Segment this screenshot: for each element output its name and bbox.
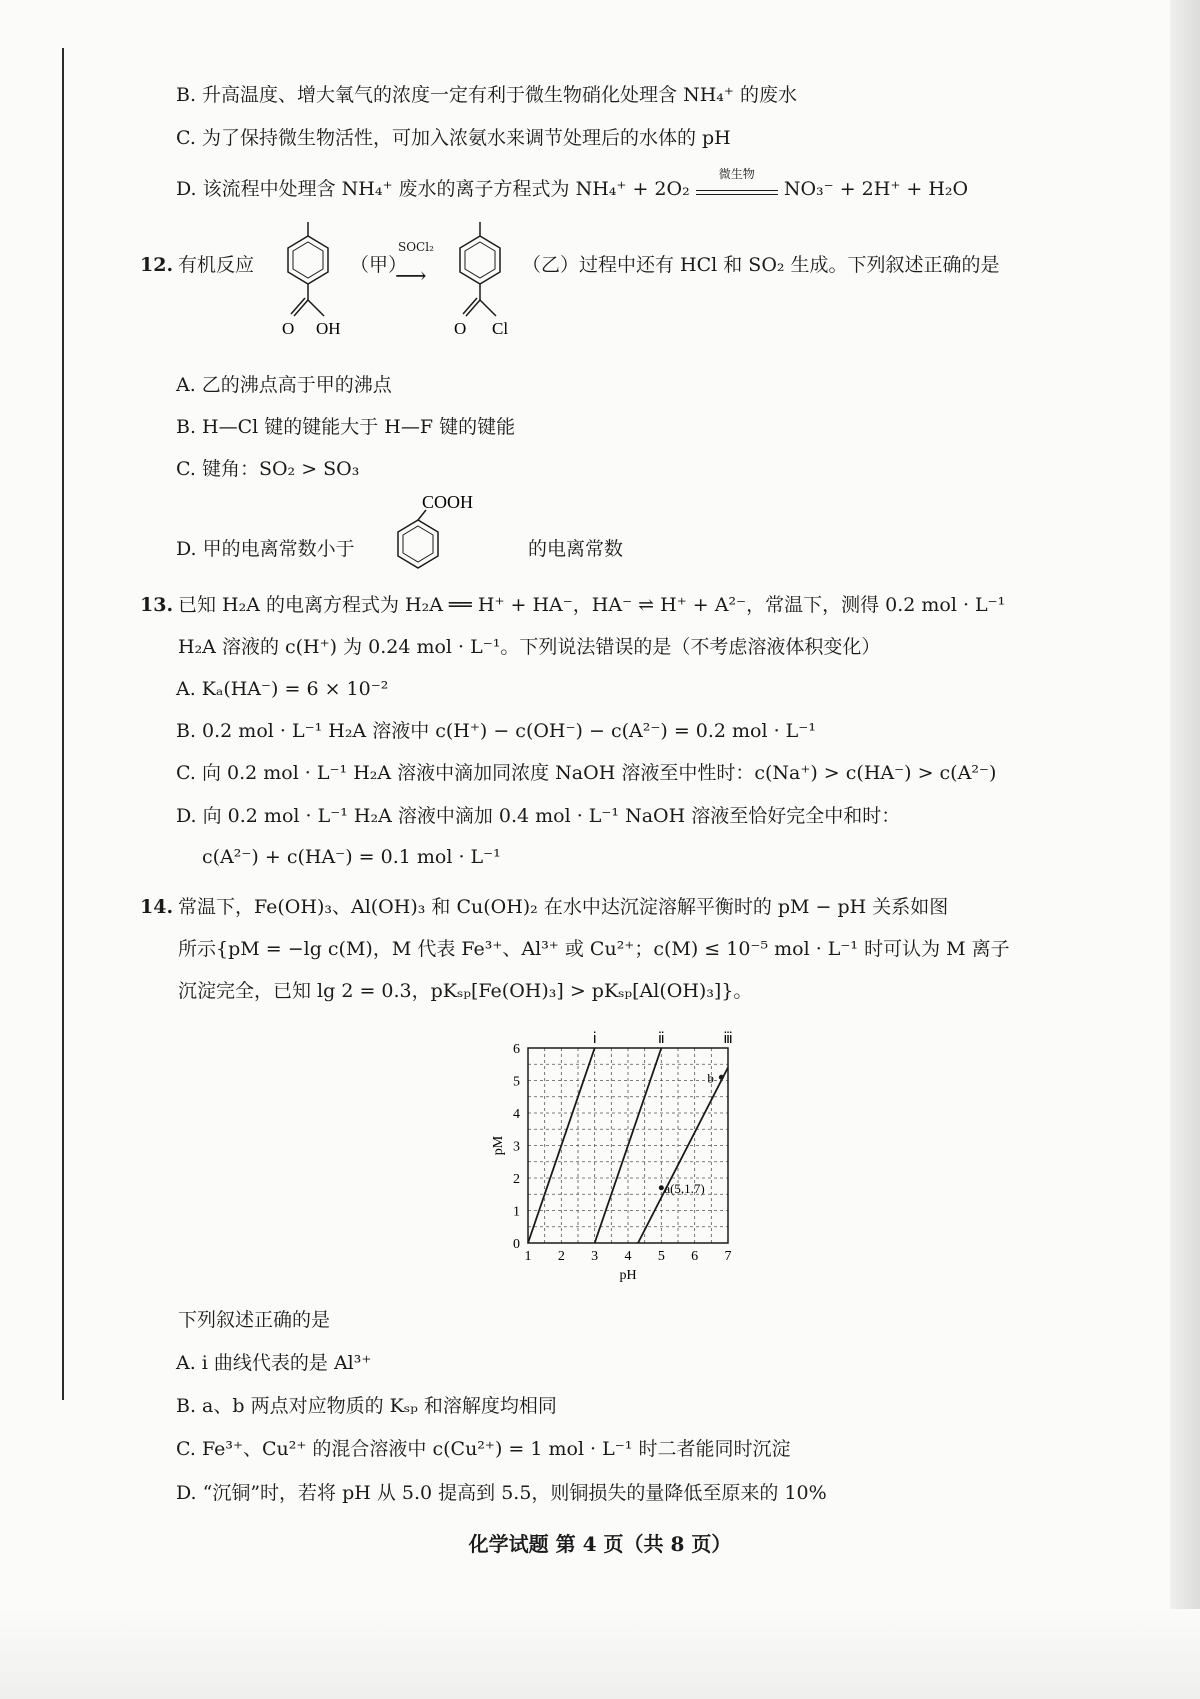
q12-reagent: SOCl₂ [398, 240, 434, 254]
q12-number: 12. [140, 254, 174, 276]
chart-series-label-iii: ⅲ [723, 1031, 733, 1047]
binding-margin-line [62, 48, 64, 1400]
q12-stem-pre: 有机反应 [178, 254, 255, 276]
q11-arrow-label: 微生物 [718, 167, 755, 181]
q12-jia-oh: OH [316, 319, 341, 338]
q13-option-d-line1: D. 向 0.2 mol · L⁻¹ H₂A 溶液中滴加 0.4 mol · L⁻¹ NaOH 溶液至恰好完全中和时： [176, 805, 901, 827]
chart-y-tick-label: 2 [513, 1172, 520, 1187]
page-edge-shadow [1170, 0, 1200, 1699]
q12-option-c: C. 键角：SO₂ > SO₃ [176, 458, 360, 480]
q13-option-a: A. Kₐ(HA⁻) = 6 × 10⁻² [176, 678, 389, 700]
q12-cooh-label: COOH [422, 492, 474, 512]
q14-stem-line1: 常温下，Fe(OH)₃、Al(OH)₃ 和 Cu(OH)₂ 在水中达沉淀溶解平衡时的 pM − pH 关系如图 [178, 896, 949, 918]
q12-label-yi: （乙）过程中还有 HCl 和 SO₂ 生成。下列叙述正确的是 [522, 254, 1000, 276]
chart-x-tick-label: 2 [557, 1249, 565, 1264]
q12-option-d-post: 的电离常数 [528, 538, 624, 560]
chart-x-tick-label: 6 [691, 1249, 699, 1264]
q13-option-c: C. 向 0.2 mol · L⁻¹ H₂A 溶液中滴加同浓度 NaOH 溶液至中性时：c(Na⁺) > c(HA⁻) > c(A²⁻) [176, 762, 997, 784]
q13-option-b: B. 0.2 mol · L⁻¹ H₂A 溶液中 c(H⁺) − c(OH⁻) − c(A²⁻) = 0.2 mol · L⁻¹ [176, 720, 816, 742]
q14-option-a: A. ⅰ 曲线代表的是 Al³⁺ [176, 1352, 372, 1374]
chart-y-tick-label: 6 [513, 1042, 520, 1057]
q13-number: 13. [140, 594, 174, 616]
chart-x-tick-label: 5 [657, 1249, 665, 1264]
q14-number: 14. [140, 896, 174, 918]
q14-pm-ph-chart [488, 1030, 748, 1300]
chart-y-tick-label: 4 [513, 1107, 520, 1122]
q12-option-a: A. 乙的沸点高于甲的沸点 [176, 374, 392, 396]
chart-point-label: b [707, 1070, 714, 1086]
q14-stem-line3: 沉淀完全，已知 lg 2 = 0.3，pKₛₚ[Fe(OH)₃] > pKₛₚ[Al(OH)₃]}。 [178, 980, 753, 1002]
chart-series-line-ii [595, 1048, 662, 1243]
chart-y-tick-label: 3 [513, 1139, 520, 1155]
q14-option-d: D. “沉铜”时，若将 pH 从 5.0 提高到 5.5，则铜损失的量降低至原来的 10% [176, 1482, 827, 1504]
q14-option-c: C. Fe³⁺、Cu²⁺ 的混合溶液中 c(Cu²⁺) = 1 mol · L⁻¹ 时二者能同时沉淀 [176, 1438, 791, 1460]
chart-series-line-iii [638, 1068, 728, 1244]
chart-x-tick-label: 3 [591, 1249, 599, 1264]
chart-x-tick-label: 1 [524, 1249, 532, 1264]
q13-stem-line2: H₂A 溶液的 c(H⁺) 为 0.24 mol · L⁻¹。下列说法错误的是（不考虑溶液体积变化） [178, 636, 881, 658]
q11-option-d-text: D. 该流程中处理含 NH₄⁺ 废水的离子方程式为 NH₄⁺ + 2O₂ [176, 178, 690, 200]
q12-yi-cl: Cl [492, 319, 509, 338]
q12-molecule-jia [280, 222, 350, 342]
page-bottom-shade [0, 1609, 1200, 1699]
chart-x-tick-label: 4 [624, 1249, 632, 1264]
q11-reaction-arrow [696, 167, 778, 195]
q12-yi-o: O [454, 319, 467, 338]
q11-option-d-products: NO₃⁻ + 2H⁺ + H₂O [783, 178, 969, 200]
chart-point [719, 1075, 724, 1080]
q14-prompt: 下列叙述正确的是 [178, 1309, 331, 1331]
q11-option-b: B. 升高温度、增大氧气的浓度一定有利于微生物硝化处理含 NH₄⁺ 的废水 [176, 84, 797, 106]
q12-reaction-arrow: ⟶ [395, 264, 427, 289]
q12-benzoic-acid [386, 490, 496, 572]
q12-jia-o: O [282, 319, 295, 338]
q11-option-c: C. 为了保持微生物活性，可加入浓氨水来调节处理后的水体的 pH [176, 127, 731, 149]
chart-y-axis-label: pM [491, 1135, 506, 1156]
q13-stem-line1: 已知 H₂A 的电离方程式为 H₂A ══ H⁺ + HA⁻，HA⁻ ⇌ H⁺ + A²⁻，常温下，测得 0.2 mol · L⁻¹ [178, 594, 1006, 616]
chart-point [659, 1185, 664, 1190]
chart-y-tick-label: 1 [513, 1204, 520, 1220]
chart-y-tick-label: 5 [513, 1074, 520, 1090]
chart-point-label: a(5,1.7) [664, 1180, 705, 1196]
q12-option-d-pre: D. 甲的电离常数小于 [176, 538, 355, 560]
q13-option-d-line2: c(A²⁻) + c(HA⁻) = 0.1 mol · L⁻¹ [202, 846, 501, 868]
q12-molecule-yi [452, 222, 522, 342]
chart-x-axis-label: pH [619, 1268, 637, 1283]
page-footer: 化学试题 第 4 页（共 8 页） [468, 1532, 732, 1556]
chart-series-label-ii: ⅱ [657, 1031, 665, 1047]
q14-option-b: B. a、b 两点对应物质的 Kₛₚ 和溶解度均相同 [176, 1395, 557, 1417]
chart-x-tick-label: 7 [724, 1249, 732, 1264]
q12-label-jia: （甲） [350, 254, 408, 276]
q11-option-d [176, 167, 969, 202]
q12-option-b: B. H—Cl 键的键能大于 H—F 键的键能 [176, 416, 516, 438]
chart-y-tick-label: 0 [513, 1237, 520, 1252]
chart-series-label-i: ⅰ [592, 1031, 597, 1047]
q14-stem-line2: 所示{pM = −lg c(M)，M 代表 Fe³⁺、Al³⁺ 或 Cu²⁺；c(M) ≤ 10⁻⁵ mol · L⁻¹ 时可认为 M 离子 [178, 938, 1010, 960]
